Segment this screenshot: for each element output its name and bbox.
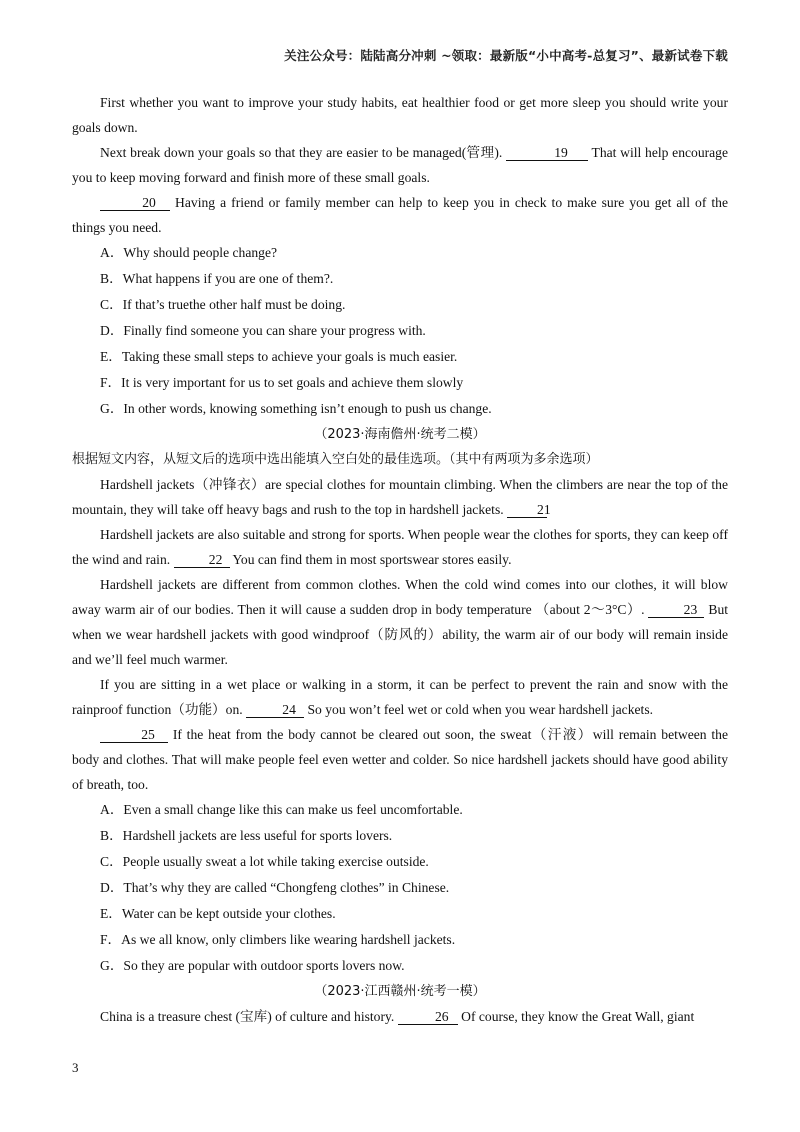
option-b: B．Hardshell jackets are less useful for sports lovers. — [100, 828, 393, 843]
page-header: 关注公众号：陆陆高分冲刺 ~领取：最新版“小中高考-总复习”、最新试卷下载 — [284, 48, 728, 63]
passage2-source: （2023·海南儋州·统考二模） — [314, 427, 486, 442]
passage2-paragraph-5 — [72, 722, 728, 797]
passage2-paragraph-1 — [72, 472, 728, 522]
option-c: C．People usually sweat a lot while taking exercise outside. — [100, 854, 429, 869]
passage3-p1-text-after: Of course, they know the Great Wall, giant — [461, 1009, 695, 1024]
passage2-options — [72, 797, 728, 979]
blank-20[interactable]: 20 — [100, 196, 170, 211]
blank-24[interactable]: 24 — [246, 703, 304, 718]
blank-19[interactable]: 19 — [506, 146, 588, 161]
passage1-paragraph-2 — [72, 140, 728, 190]
passage2-p2-text: Hardshell jackets are also suitable and strong for sports. When people wear the clothes for sports, they can keep off the wind and rain. — [72, 527, 728, 567]
passage2-p2-text-after: You can find them in most sportswear stores easily. — [232, 552, 512, 567]
page-number: 3 — [72, 1060, 79, 1075]
document-body — [72, 90, 728, 1029]
passage3-source: （2023·江西赣州·统考一模） — [314, 984, 486, 999]
option-a: A．Why should people change? — [100, 245, 278, 260]
passage1-options — [72, 240, 728, 422]
option-f: F．It is very important for us to set goals and achieve them slowly — [100, 375, 464, 390]
passage1-paragraph-3 — [72, 190, 728, 240]
passage3-paragraph-1 — [72, 1004, 728, 1029]
option-a: A．Even a small change like this can make us feel uncomfortable. — [100, 802, 463, 817]
passage2-paragraph-2 — [72, 522, 728, 572]
passage2-paragraph-4 — [72, 672, 728, 722]
option-c: C．If that’s truethe other half must be doing. — [100, 297, 346, 312]
option-e: E．Taking these small steps to achieve your goals is much easier. — [100, 349, 458, 364]
passage1-p2-text-after: That will help encourage you to keep moving forward and finish more of these small goals. — [72, 145, 729, 185]
passage2-paragraph-3 — [72, 572, 728, 672]
blank-21[interactable]: 21 — [507, 503, 547, 518]
blank-23[interactable]: 23 — [648, 603, 704, 618]
option-g: G．So they are popular with outdoor sports lovers now. — [100, 958, 405, 973]
passage3-p1-text: China is a treasure chest (宝库) of culture and history. — [100, 1009, 395, 1024]
passage2-instruction: 根据短文内容，从短文后的选项中选出能填入空白处的最佳选项。（其中有两项为多余选项） — [72, 452, 599, 467]
blank-25[interactable]: 25 — [100, 728, 168, 743]
passage2-p1-text: Hardshell jackets（冲锋衣）are special clothes for mountain climbing. When the climbers are near the top of the mountain, they will take off heavy bags and rush to the top in hardshell jackets. — [72, 477, 728, 517]
passage2-p4-text: If you are sitting in a wet place or walking in a storm, it can be perfect to prevent the rain and snow with the rainproof function（功能）on. — [72, 677, 728, 717]
option-d: D．That’s why they are called “Chongfeng clothes” in Chinese. — [100, 880, 450, 895]
option-e: E．Water can be kept outside your clothes. — [100, 906, 336, 921]
passage1-p2-text: Next break down your goals so that they are easier to be managed(管理). — [100, 145, 503, 160]
passage2-p3-text-after: But when we wear hardshell jackets with good windproof（防风的）ability, the warm air of our body will remain inside and we’ll feel much warmer. — [72, 602, 729, 667]
passage1-p3-text: Having a friend or family member can help to keep you in check to make sure you get all of the things you need. — [72, 195, 728, 235]
passage1-paragraph-1: First whether you want to improve your study habits, eat healthier food or get more sleep you should write your goals down. — [72, 95, 728, 135]
option-d: D．Finally find someone you can share your progress with. — [100, 323, 426, 338]
blank-26[interactable]: 26 — [398, 1010, 458, 1025]
passage2-p4-text-after: So you won’t feel wet or cold when you wear hardshell jackets. — [307, 702, 654, 717]
option-f: F．As we all know, only climbers like wearing hardshell jackets. — [100, 932, 456, 947]
option-b: B．What happens if you are one of them?. — [100, 271, 334, 286]
passage2-p5-text: If the heat from the body cannot be cleared out soon, the sweat（汗液）will remain between the body and clothes. That will make people feel even wetter and colder. So nice hardshell jackets should have good ability of breath, too. — [72, 727, 728, 792]
passage2-p3-text: Hardshell jackets are different from common clothes. When the cold wind comes into our clothes, it will blow away warm air of our bodies. Then it will cause a sudden drop in body temperature （about 2～3°C）. — [72, 577, 728, 617]
option-g: G．In other words, knowing something isn’t enough to push us change. — [100, 401, 492, 416]
blank-22[interactable]: 22 — [174, 553, 230, 568]
